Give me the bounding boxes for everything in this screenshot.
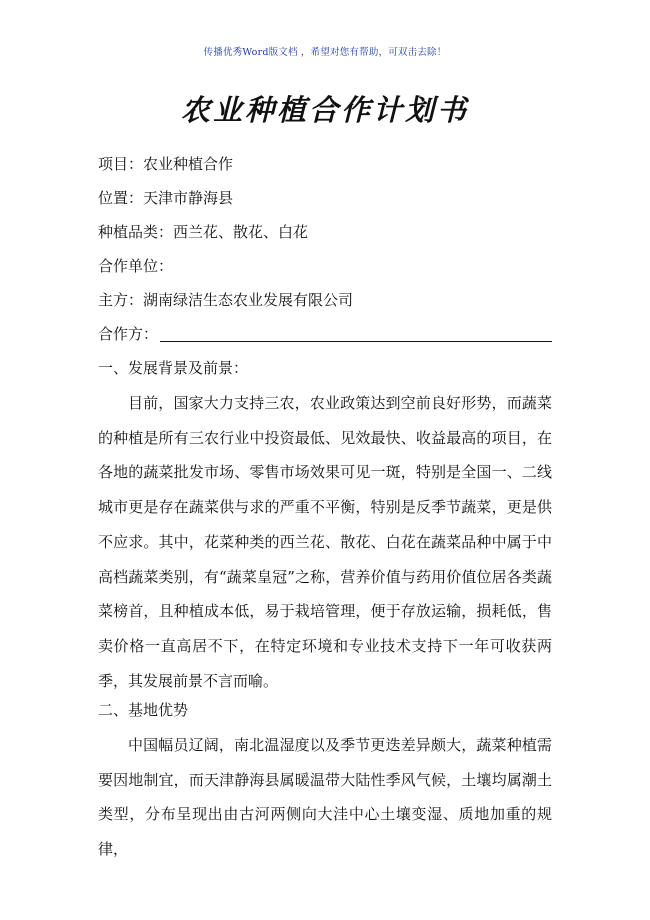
- field-label: 主方：: [98, 291, 144, 309]
- field-label: 项目：: [98, 155, 144, 173]
- field-host: [98, 290, 353, 310]
- section-heading-advantages: 二、基地优势: [98, 701, 189, 719]
- field-value: 湖南绿洁生态农业发展有限公司: [143, 291, 354, 309]
- field-value: 农业种植合作: [143, 155, 234, 173]
- field-label: 合作方：: [98, 325, 159, 343]
- section-body-advantages: 中国幅员辽阔，南北温湿度以及季节更迭差异颇大，蔬菜种植需要因地制宜，而天津静海县属暖温带大陆性季风气候，土壤均属潮土类型，分布呈现出由古河两侧向大洼中心土壤变湿、质地加重的规律，: [98, 736, 552, 859]
- partner-fill-line: [160, 341, 552, 342]
- field-crop-types: [98, 222, 308, 242]
- section-heading-background: 一、发展背景及前景：: [98, 359, 249, 377]
- field-project: [98, 154, 233, 174]
- field-label: 合作单位：: [98, 257, 174, 275]
- field-partners: [98, 256, 173, 276]
- field-partner: [98, 324, 158, 344]
- section-body-background: 目前，国家大力支持三农，农业政策达到空前良好形势，而蔬菜的种植是所有三农行业中投资最低、见效最快、收益最高的项目，在各地的蔬菜批发市场、零售市场效果可见一斑，特别是全国一、二线城市更是存在蔬菜供与求的严重不平衡，特别是反季节蔬菜，更是供不应求。其中，花菜种类的西兰花、散花、白花在蔬菜品种中属于中高档蔬菜类别，有“蔬菜皇冠”之称，营养价值与药用价值位居各类蔬菜榜首，且种植成本低，易于栽培管理，便于存放运输，损耗低，售卖价格一直高居不下，在特定环境和专业技术支持下一年可收获两季，其发展前景不言而喻。: [98, 394, 552, 690]
- field-value: 西兰花、散花、白花: [173, 223, 309, 241]
- document-title: 农业种植合作计划书: [180, 93, 469, 127]
- header-note: 传播优秀Word版文档 ，希望对您有帮助，可双击去除！: [203, 47, 447, 58]
- field-value: 天津市静海县: [143, 189, 234, 207]
- field-location: [98, 188, 233, 208]
- field-label: 位置：: [98, 189, 144, 207]
- field-label: 种植品类：: [98, 223, 174, 241]
